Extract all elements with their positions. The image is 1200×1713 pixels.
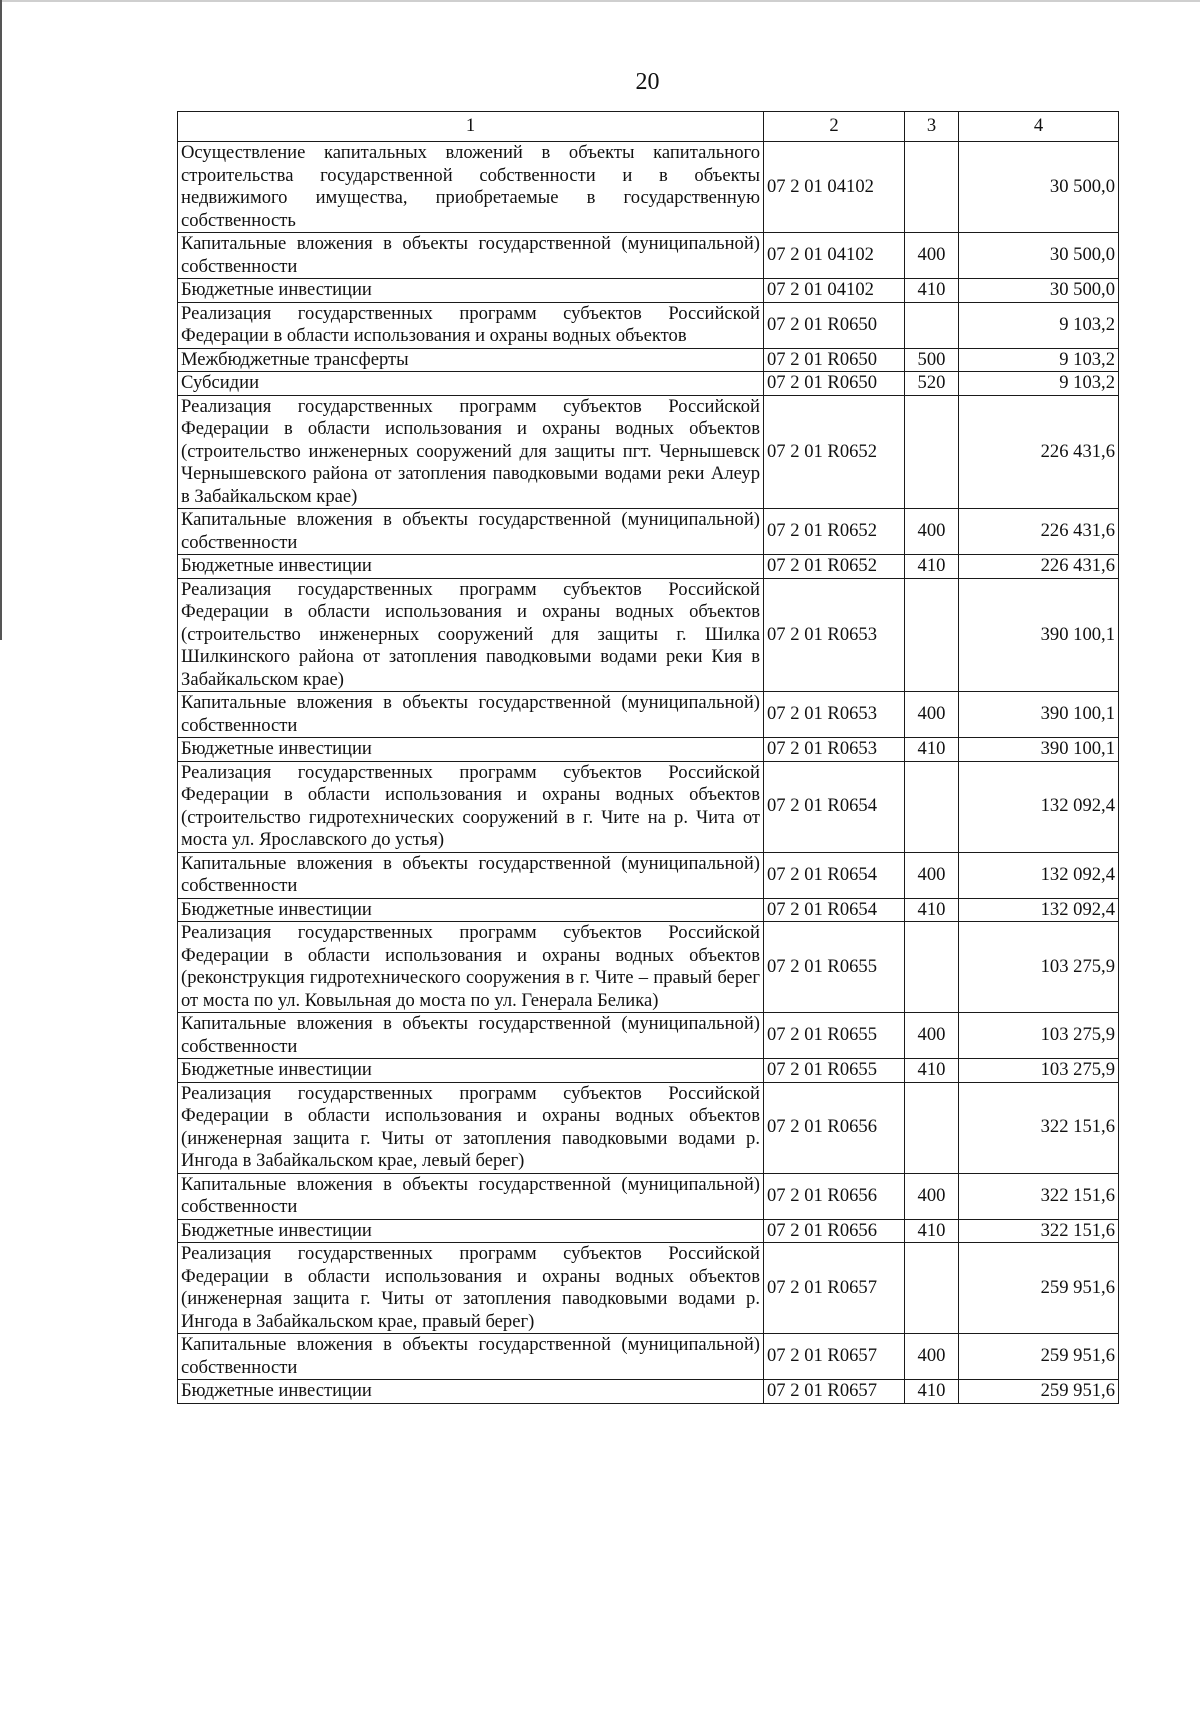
row-code-cell: 07 2 01 R0656 <box>764 1173 905 1219</box>
row-code-cell: 07 2 01 04102 <box>764 142 905 233</box>
row-code-cell: 07 2 01 R0653 <box>764 692 905 738</box>
row-type-cell: 500 <box>905 348 959 372</box>
table-row <box>178 1380 1119 1404</box>
row-name-cell: Реализация государственных программ субъектов Российской Федерации в области использования и охраны водных объектов (строительство гидротехнических сооружений в г. Чите на р. Чита от моста ул. Ярославского до устья) <box>178 761 764 852</box>
row-name-cell: Бюджетные инвестиции <box>178 279 764 303</box>
row-type-cell <box>905 1082 959 1173</box>
row-name-cell: Бюджетные инвестиции <box>178 1059 764 1083</box>
scan-edge-left <box>0 0 2 640</box>
row-code-cell: 07 2 01 R0652 <box>764 509 905 555</box>
row-type-cell: 400 <box>905 692 959 738</box>
row-name-cell: Осуществление капитальных вложений в объекты капитального строительства государственной собственности и в объекты недвижимого имущества, приобретаемые в государственную собственность <box>178 142 764 233</box>
row-sum-cell: 132 092,4 <box>959 898 1119 922</box>
row-type-cell: 400 <box>905 509 959 555</box>
table-row <box>178 233 1119 279</box>
row-code-cell: 07 2 01 R0656 <box>764 1219 905 1243</box>
row-sum-cell: 322 151,6 <box>959 1082 1119 1173</box>
row-type-cell <box>905 142 959 233</box>
header-col-4: 4 <box>959 112 1119 142</box>
row-code-cell: 07 2 01 R0656 <box>764 1082 905 1173</box>
row-type-cell: 400 <box>905 852 959 898</box>
table-row <box>178 1334 1119 1380</box>
table-row <box>178 372 1119 396</box>
row-sum-cell: 103 275,9 <box>959 1013 1119 1059</box>
row-code-cell: 07 2 01 R0657 <box>764 1243 905 1334</box>
row-name-cell: Капитальные вложения в объекты государственной (муниципальной) собственности <box>178 1334 764 1380</box>
table-row <box>178 348 1119 372</box>
row-sum-cell: 390 100,1 <box>959 692 1119 738</box>
table-row <box>178 555 1119 579</box>
row-code-cell: 07 2 01 R0653 <box>764 578 905 692</box>
row-name-cell: Реализация государственных программ субъектов Российской Федерации в области использования и охраны водных объектов (реконструкция гидротехнического сооружения в г. Чите – правый берег от моста по ул. Ковыльная до моста по ул. Генерала Белика) <box>178 922 764 1013</box>
row-name-cell: Капитальные вложения в объекты государственной (муниципальной) собственности <box>178 233 764 279</box>
row-sum-cell: 132 092,4 <box>959 761 1119 852</box>
row-code-cell: 07 2 01 R0650 <box>764 372 905 396</box>
table-row <box>178 578 1119 692</box>
row-code-cell: 07 2 01 R0654 <box>764 852 905 898</box>
table-row <box>178 1082 1119 1173</box>
table-row <box>178 922 1119 1013</box>
row-type-cell: 410 <box>905 738 959 762</box>
row-code-cell: 07 2 01 R0655 <box>764 1059 905 1083</box>
row-type-cell: 400 <box>905 1334 959 1380</box>
table-row <box>178 761 1119 852</box>
row-type-cell: 520 <box>905 372 959 396</box>
row-name-cell: Бюджетные инвестиции <box>178 1380 764 1404</box>
row-type-cell: 410 <box>905 1059 959 1083</box>
row-code-cell: 07 2 01 R0650 <box>764 348 905 372</box>
row-name-cell: Капитальные вложения в объекты государственной (муниципальной) собственности <box>178 509 764 555</box>
row-type-cell: 410 <box>905 279 959 303</box>
scan-edge-top <box>0 0 1200 2</box>
row-type-cell: 410 <box>905 1380 959 1404</box>
row-code-cell: 07 2 01 04102 <box>764 233 905 279</box>
row-code-cell: 07 2 01 R0653 <box>764 738 905 762</box>
row-sum-cell: 390 100,1 <box>959 578 1119 692</box>
row-code-cell: 07 2 01 R0654 <box>764 898 905 922</box>
row-type-cell <box>905 1243 959 1334</box>
header-col-2: 2 <box>764 112 905 142</box>
row-name-cell: Реализация государственных программ субъектов Российской Федерации в области использования и охраны водных объектов (инженерная защита г. Читы от затопления паводковыми водами р. Ингода в Забайкальском крае, левый берег) <box>178 1082 764 1173</box>
table-body <box>178 142 1119 1404</box>
row-type-cell <box>905 761 959 852</box>
row-code-cell: 07 2 01 R0657 <box>764 1334 905 1380</box>
row-sum-cell: 226 431,6 <box>959 395 1119 509</box>
row-sum-cell: 30 500,0 <box>959 233 1119 279</box>
row-sum-cell: 9 103,2 <box>959 302 1119 348</box>
row-name-cell: Межбюджетные трансферты <box>178 348 764 372</box>
row-name-cell: Реализация государственных программ субъектов Российской Федерации в области использования и охраны водных объектов (строительство инженерных сооружений для защиты пгт. Чернышевск Чернышевского района от затопления паводковыми водами реки Алеур в Забайкальском крае) <box>178 395 764 509</box>
table-row <box>178 509 1119 555</box>
row-code-cell: 07 2 01 R0652 <box>764 555 905 579</box>
table-row <box>178 142 1119 233</box>
row-sum-cell: 259 951,6 <box>959 1334 1119 1380</box>
row-type-cell <box>905 578 959 692</box>
page-number: 20 <box>635 69 660 95</box>
row-sum-cell: 226 431,6 <box>959 509 1119 555</box>
row-name-cell: Реализация государственных программ субъектов Российской Федерации в области использования и охраны водных объектов <box>178 302 764 348</box>
table-row <box>178 1059 1119 1083</box>
row-sum-cell: 9 103,2 <box>959 372 1119 396</box>
row-name-cell: Бюджетные инвестиции <box>178 555 764 579</box>
row-sum-cell: 9 103,2 <box>959 348 1119 372</box>
row-type-cell: 410 <box>905 555 959 579</box>
row-type-cell: 400 <box>905 1173 959 1219</box>
table-row <box>178 852 1119 898</box>
table-row <box>178 1173 1119 1219</box>
row-name-cell: Реализация государственных программ субъектов Российской Федерации в области использования и охраны водных объектов (строительство инженерных сооружений для защиты г. Шилка Шилкинского района от затопления паводковыми водами реки Кия в Забайкальском крае) <box>178 578 764 692</box>
row-code-cell: 07 2 01 R0655 <box>764 922 905 1013</box>
table-row <box>178 279 1119 303</box>
row-code-cell: 07 2 01 R0652 <box>764 395 905 509</box>
table-row <box>178 1219 1119 1243</box>
row-code-cell: 07 2 01 R0650 <box>764 302 905 348</box>
table-row <box>178 692 1119 738</box>
header-row <box>178 112 1119 142</box>
row-type-cell: 400 <box>905 233 959 279</box>
row-sum-cell: 132 092,4 <box>959 852 1119 898</box>
table-row <box>178 1013 1119 1059</box>
table-row <box>178 302 1119 348</box>
table-row <box>178 898 1119 922</box>
row-type-cell <box>905 302 959 348</box>
row-sum-cell: 259 951,6 <box>959 1243 1119 1334</box>
row-code-cell: 07 2 01 04102 <box>764 279 905 303</box>
row-type-cell: 410 <box>905 1219 959 1243</box>
budget-table <box>177 111 1119 1404</box>
header-col-1: 1 <box>178 112 764 142</box>
row-sum-cell: 30 500,0 <box>959 142 1119 233</box>
table-row <box>178 395 1119 509</box>
table-row <box>178 738 1119 762</box>
row-sum-cell: 30 500,0 <box>959 279 1119 303</box>
row-name-cell: Капитальные вложения в объекты государственной (муниципальной) собственности <box>178 692 764 738</box>
row-sum-cell: 390 100,1 <box>959 738 1119 762</box>
row-name-cell: Капитальные вложения в объекты государственной (муниципальной) собственности <box>178 852 764 898</box>
table-header <box>178 112 1119 142</box>
row-sum-cell: 322 151,6 <box>959 1219 1119 1243</box>
row-code-cell: 07 2 01 R0657 <box>764 1380 905 1404</box>
row-type-cell <box>905 395 959 509</box>
row-sum-cell: 103 275,9 <box>959 1059 1119 1083</box>
row-name-cell: Бюджетные инвестиции <box>178 738 764 762</box>
row-name-cell: Капитальные вложения в объекты государственной (муниципальной) собственности <box>178 1013 764 1059</box>
row-name-cell: Бюджетные инвестиции <box>178 1219 764 1243</box>
row-name-cell: Субсидии <box>178 372 764 396</box>
row-type-cell: 410 <box>905 898 959 922</box>
header-col-3: 3 <box>905 112 959 142</box>
row-sum-cell: 322 151,6 <box>959 1173 1119 1219</box>
row-type-cell <box>905 922 959 1013</box>
row-code-cell: 07 2 01 R0655 <box>764 1013 905 1059</box>
row-name-cell: Бюджетные инвестиции <box>178 898 764 922</box>
row-sum-cell: 103 275,9 <box>959 922 1119 1013</box>
row-name-cell: Капитальные вложения в объекты государственной (муниципальной) собственности <box>178 1173 764 1219</box>
row-name-cell: Реализация государственных программ субъектов Российской Федерации в области использования и охраны водных объектов (инженерная защита г. Читы от затопления паводковыми водами р. Ингода в Забайкальском крае, правый берег) <box>178 1243 764 1334</box>
table-row <box>178 1243 1119 1334</box>
row-code-cell: 07 2 01 R0654 <box>764 761 905 852</box>
row-sum-cell: 226 431,6 <box>959 555 1119 579</box>
row-type-cell: 400 <box>905 1013 959 1059</box>
row-sum-cell: 259 951,6 <box>959 1380 1119 1404</box>
